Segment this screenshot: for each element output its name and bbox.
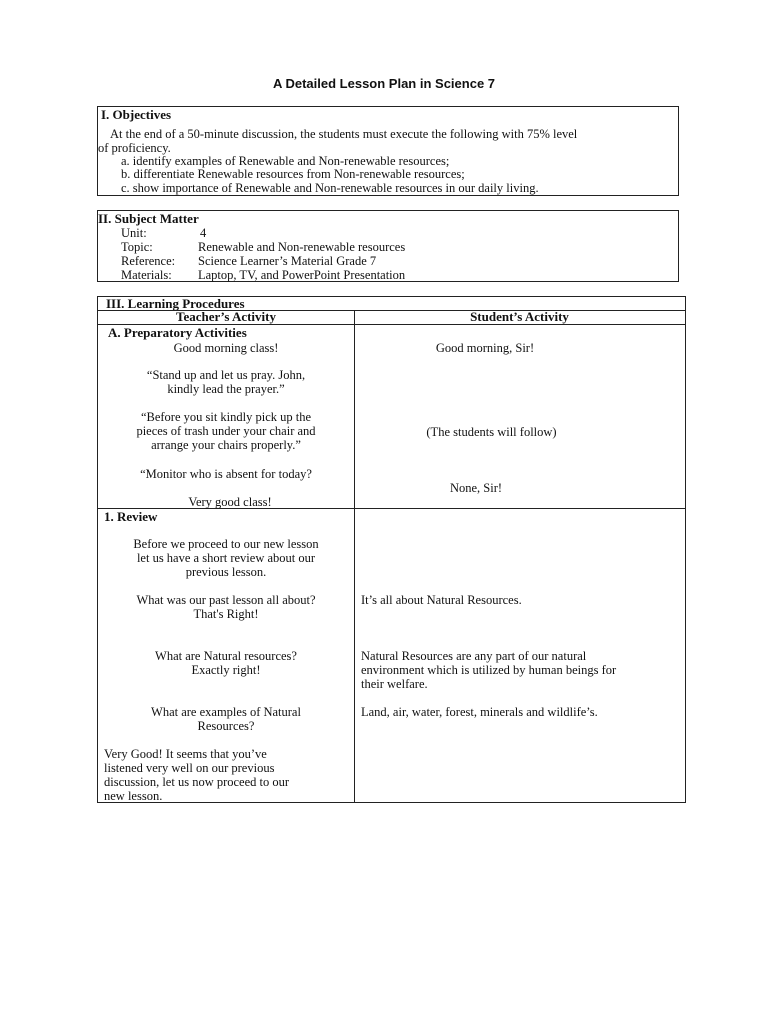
materials-value: Laptop, TV, and PowerPoint Presentation (198, 268, 406, 282)
objective-item-c: c. show importance of Renewable and Non-renewable resources in our daily living. (121, 181, 539, 195)
teacher-examples-line2: Resources? (197, 719, 255, 733)
teacher-thats-right: That's Right! (193, 607, 259, 621)
page-title: A Detailed Lesson Plan in Science 7 (272, 76, 496, 91)
teacher-exactly-right: Exactly right! (191, 663, 261, 677)
teacher-review-line3: previous lesson. (185, 565, 267, 579)
teacher-closing-line4: new lesson. (104, 789, 163, 803)
objective-item-b: b. differentiate Renewable resources from Non-renewable resources; (121, 167, 465, 181)
objectives-section (97, 106, 679, 196)
learning-procedures-table (97, 296, 686, 803)
objective-item-a: a. identify examples of Renewable and Non-renewable resources; (121, 154, 450, 168)
student-definition-line1: Natural Resources are any part of our natural (361, 649, 587, 663)
teacher-closing-line1: Very Good! It seems that you’ve (104, 747, 267, 761)
teacher-prayer-line1: “Stand up and let us pray. John, (146, 368, 306, 382)
procedures-heading: III. Learning Procedures (106, 296, 245, 311)
student-greeting: Good morning, Sir! (435, 341, 535, 355)
teacher-prayer-line2: kindly lead the prayer.” (167, 382, 285, 396)
objectives-heading: I. Objectives (101, 107, 172, 122)
teacher-review-line1: Before we proceed to our new lesson (133, 537, 319, 551)
student-definition-line2: environment which is utilized by human beings for (361, 663, 617, 677)
reference-value: Science Learner’s Material Grade 7 (198, 254, 377, 268)
teacher-column-header: Teacher’s Activity (175, 309, 276, 324)
review-heading: 1. Review (104, 509, 158, 524)
objectives-intro-line1: At the end of a 50-minute discussion, the students must execute the following with 75% level (110, 127, 578, 141)
topic-value: Renewable and Non-renewable resources (198, 240, 406, 254)
subject-matter-heading: II. Subject Matter (98, 211, 199, 226)
reference-label: Reference: (121, 254, 176, 268)
subject-matter-section (97, 210, 679, 282)
teacher-trash-line1: “Before you sit kindly pick up the (140, 410, 312, 424)
unit-value: 4 (200, 226, 207, 240)
teacher-examples-line1: What are examples of Natural (151, 705, 301, 719)
student-none: None, Sir! (449, 481, 503, 495)
teacher-past-lesson: What was our past lesson all about? (136, 593, 316, 607)
teacher-closing-line2: listened very well on our previous (104, 761, 275, 775)
topic-label: Topic: (121, 240, 153, 254)
student-follow: (The students will follow) (426, 425, 557, 439)
column-divider (354, 310, 355, 802)
student-natural-resources: It’s all about Natural Resources. (361, 593, 522, 607)
teacher-review-line2: let us have a short review about our (136, 551, 316, 565)
unit-label: Unit: (121, 226, 147, 240)
teacher-what-natural: What are Natural resources? (155, 649, 297, 663)
teacher-greeting: Good morning class! (173, 341, 279, 355)
teacher-trash-line2: pieces of trash under your chair and (136, 424, 316, 438)
student-examples: Land, air, water, forest, minerals and wildlife’s. (361, 705, 598, 719)
preparatory-heading: A. Preparatory Activities (108, 325, 247, 340)
student-column-header: Student’s Activity (470, 309, 569, 324)
student-definition-line3: their welfare. (361, 677, 428, 691)
teacher-very-good: Very good class! (188, 495, 272, 509)
teacher-closing-line3: discussion, let us now proceed to our (104, 775, 290, 789)
teacher-trash-line3: arrange your chairs properly.” (151, 438, 301, 452)
teacher-monitor: “Monitor who is absent for today? (140, 467, 312, 481)
objectives-intro-line2: of proficiency. (98, 141, 171, 155)
materials-label: Materials: (121, 268, 172, 282)
